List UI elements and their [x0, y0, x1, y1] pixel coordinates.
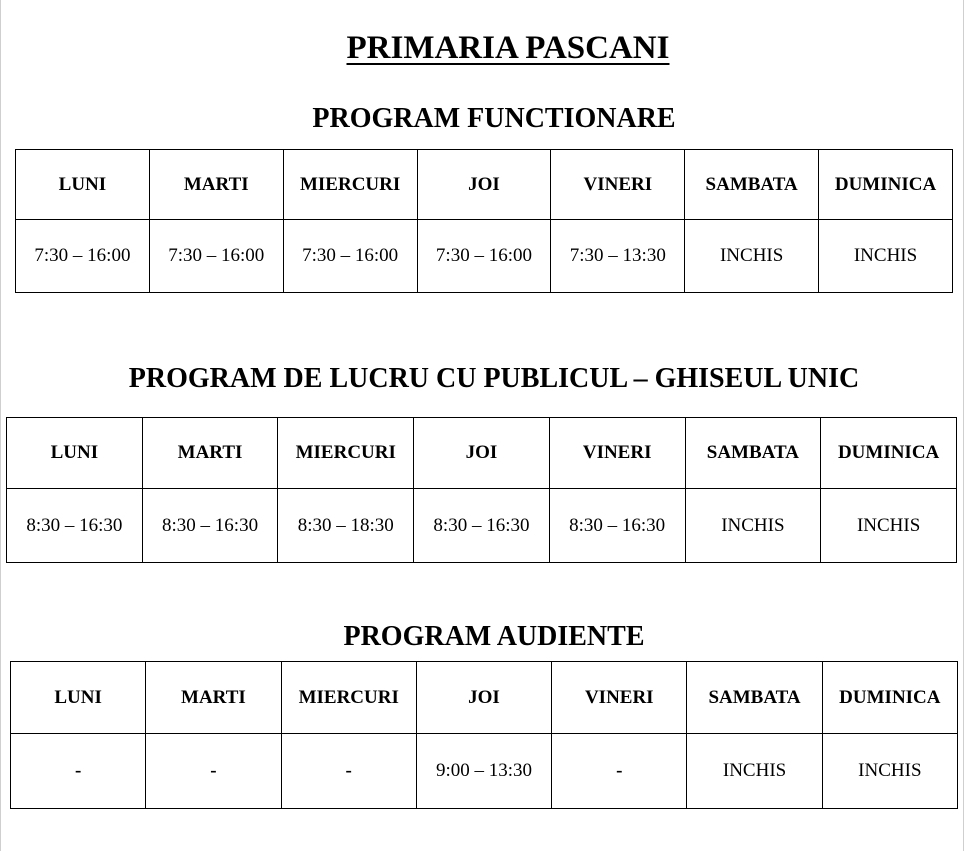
hours-cell: INCHIS [821, 489, 957, 563]
hours-cell: 8:30 – 16:30 [414, 489, 550, 563]
section-title-program-functionare: PROGRAM FUNCTIONARE [312, 103, 676, 134]
hours-cell: 8:30 – 16:30 [142, 489, 278, 563]
hours-cell: 9:00 – 13:30 [416, 734, 551, 809]
hours-cell: 8:30 – 16:30 [7, 489, 143, 563]
hours-cell: - [146, 734, 281, 809]
day-header: MIERCURI [278, 418, 414, 489]
hours-cell: INCHIS [687, 734, 822, 809]
section-title-program-audiente: PROGRAM AUDIENTE [343, 621, 645, 652]
hours-cell: INCHIS [685, 489, 821, 563]
hours-cell: INCHIS [822, 734, 957, 809]
hours-cell: 7:30 – 16:00 [417, 220, 551, 293]
day-header: MARTI [146, 662, 281, 734]
day-header: MIERCURI [281, 662, 416, 734]
page-title: PRIMARIA PASCANI [346, 30, 670, 66]
hours-cell: 7:30 – 16:00 [16, 220, 150, 293]
day-header: LUNI [7, 418, 143, 489]
day-header: VINERI [552, 662, 687, 734]
table-header-row [11, 662, 958, 734]
day-header: JOI [417, 150, 551, 220]
day-header: SAMBATA [685, 150, 819, 220]
day-header: DUMINICA [821, 418, 957, 489]
table-row [16, 220, 953, 293]
day-header: VINERI [551, 150, 685, 220]
day-header: VINERI [549, 418, 685, 489]
day-header: MARTI [149, 150, 283, 220]
schedule-table-audiente [10, 661, 958, 809]
day-header: LUNI [16, 150, 150, 220]
hours-cell: INCHIS [819, 220, 953, 293]
table-header-row [16, 150, 953, 220]
day-header: DUMINICA [819, 150, 953, 220]
hours-cell: 7:30 – 13:30 [551, 220, 685, 293]
day-header: MARTI [142, 418, 278, 489]
table-row [11, 734, 958, 809]
day-header: LUNI [11, 662, 146, 734]
day-header: JOI [414, 418, 550, 489]
hours-cell: 8:30 – 16:30 [549, 489, 685, 563]
day-header: DUMINICA [822, 662, 957, 734]
hours-cell: INCHIS [685, 220, 819, 293]
table-row [7, 489, 957, 563]
schedule-table-functionare [15, 149, 953, 293]
hours-cell: - [281, 734, 416, 809]
day-header: SAMBATA [685, 418, 821, 489]
day-header: SAMBATA [687, 662, 822, 734]
table-header-row [7, 418, 957, 489]
schedule-table-ghiseul-unic [6, 417, 957, 563]
hours-cell: - [552, 734, 687, 809]
day-header: MIERCURI [283, 150, 417, 220]
hours-cell: 8:30 – 18:30 [278, 489, 414, 563]
day-header: JOI [416, 662, 551, 734]
page-border-left [0, 0, 1, 851]
hours-cell: - [11, 734, 146, 809]
section-title-ghiseul-unic: PROGRAM DE LUCRU CU PUBLICUL – GHISEUL UNIC [128, 363, 860, 394]
hours-cell: 7:30 – 16:00 [283, 220, 417, 293]
hours-cell: 7:30 – 16:00 [149, 220, 283, 293]
